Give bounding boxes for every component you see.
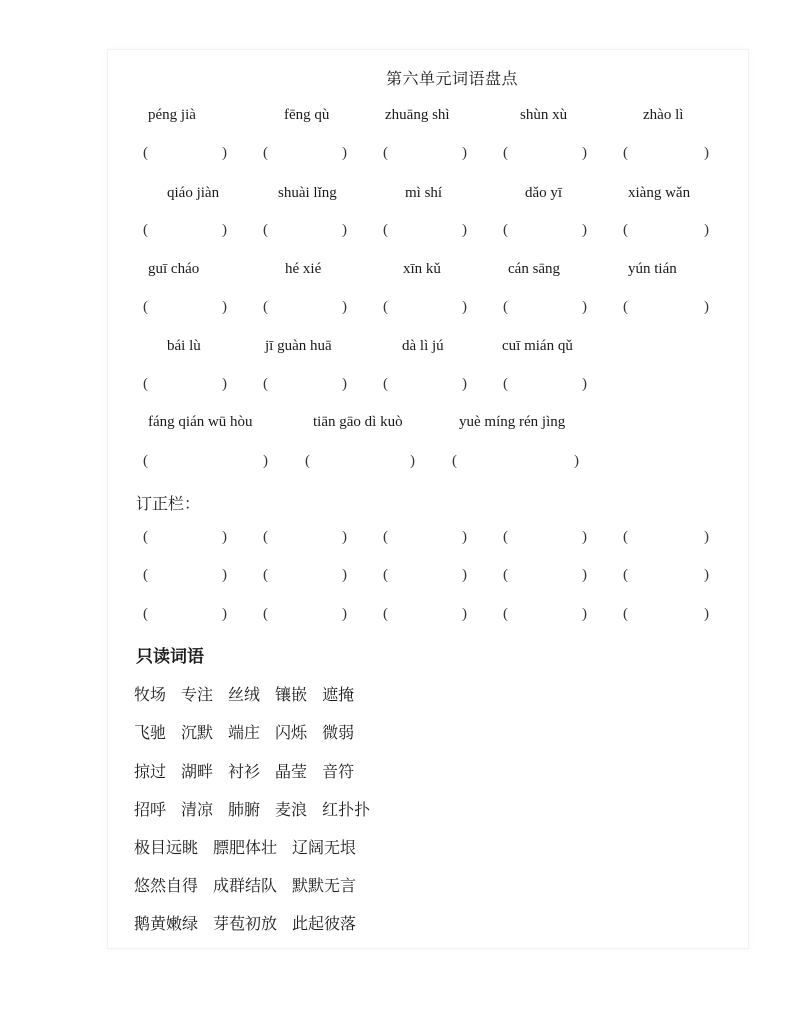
pinyin-item: qiáo jiàn: [167, 185, 220, 201]
answer-blank-open: (: [263, 299, 268, 315]
pinyin-item: cuī mián qǔ: [502, 338, 573, 354]
word-item: 掠过: [134, 762, 167, 781]
pinyin-item: xīn kǔ: [403, 261, 441, 277]
answer-blank-open: (: [263, 376, 268, 392]
answer-blank-open: (: [503, 376, 508, 392]
answer-blank-open: (: [383, 567, 388, 583]
answer-blank-open: (: [143, 606, 148, 622]
answer-blank-open: (: [383, 529, 388, 545]
answer-blank-close: ): [462, 299, 467, 315]
word-item: 芽苞初放: [213, 914, 278, 933]
answer-blank-close: ): [582, 529, 587, 545]
answer-blank-close: ): [462, 529, 467, 545]
pinyin-item: yún tián: [628, 261, 677, 277]
answer-blank-close: ): [582, 606, 587, 622]
answer-blank-close: ): [222, 606, 227, 622]
word-item: 沉默: [181, 723, 214, 742]
answer-blank-close: ): [582, 376, 587, 392]
word-item: 膘肥体壮: [213, 838, 278, 857]
answer-blank-close: ): [582, 567, 587, 583]
answer-blank-open: (: [503, 606, 508, 622]
answer-blank-close: ): [342, 606, 347, 622]
answer-blank-close: ): [342, 376, 347, 392]
correction-label: 订正栏：: [136, 494, 201, 513]
answer-blank-close: ): [222, 567, 227, 583]
pinyin-item: dà lì jú: [402, 338, 444, 354]
pinyin-item: cán sāng: [508, 261, 561, 277]
word-item: 清凉: [181, 800, 214, 819]
word-item: 肺腑: [228, 800, 261, 819]
answer-blank-open: (: [383, 299, 388, 315]
answer-blank-open: (: [623, 222, 628, 238]
word-item: 湖畔: [181, 762, 214, 781]
answer-blank-open: (: [503, 145, 508, 161]
answer-blank-open: (: [143, 567, 148, 583]
word-item: 鹅黄嫩绿: [134, 914, 199, 933]
word-list-row: [134, 873, 371, 896]
answer-blank-close: ): [342, 299, 347, 315]
answer-blank-close: ): [582, 222, 587, 238]
answer-blank-close: ): [582, 299, 587, 315]
pinyin-item: jī guàn huā: [265, 338, 332, 354]
answer-blank-close: ): [704, 606, 709, 622]
answer-blank-open: (: [383, 606, 388, 622]
word-item: 专注: [181, 685, 214, 704]
word-item: 极目远眺: [134, 838, 199, 857]
answer-blank-open: (: [143, 299, 148, 315]
answer-blank-open: (: [263, 222, 268, 238]
answer-blank-close: ): [574, 453, 579, 469]
pinyin-item: xiàng wǎn: [628, 185, 691, 201]
word-item: 衬衫: [228, 762, 261, 781]
answer-blank-open: (: [503, 529, 508, 545]
word-list-row: [134, 720, 369, 743]
pinyin-item: zhuāng shì: [385, 107, 450, 123]
word-list-row: [134, 797, 385, 820]
answer-blank-close: ): [462, 376, 467, 392]
answer-blank-open: (: [383, 145, 388, 161]
answer-blank-open: (: [305, 453, 310, 469]
answer-blank-close: ): [342, 222, 347, 238]
answer-blank-open: (: [263, 145, 268, 161]
pinyin-item: dǎo yī: [525, 185, 563, 201]
answer-blank-open: (: [623, 299, 628, 315]
answer-blank-close: ): [704, 567, 709, 583]
answer-blank-close: ): [342, 145, 347, 161]
word-item: 辽阔无垠: [292, 838, 357, 857]
read-only-heading: 只读词语: [136, 647, 204, 667]
word-item: 镶嵌: [275, 685, 308, 704]
pinyin-item: guī cháo: [148, 261, 200, 277]
answer-blank-open: (: [143, 529, 148, 545]
word-item: 成群结队: [213, 876, 278, 895]
word-item: 遮掩: [322, 685, 355, 704]
pinyin-item: péng jià: [148, 107, 196, 123]
word-item: 麦浪: [275, 800, 308, 819]
answer-blank-open: (: [263, 567, 268, 583]
pinyin-item: mì shí: [405, 185, 443, 201]
answer-blank-close: ): [410, 453, 415, 469]
answer-blank-open: (: [143, 145, 148, 161]
pinyin-item: zhào lì: [643, 107, 684, 123]
pinyin-item: shuài lǐng: [278, 185, 337, 201]
word-item: 丝绒: [228, 685, 261, 704]
answer-blank-open: (: [263, 606, 268, 622]
page-title: 第六单元词语盘点: [386, 69, 519, 88]
word-item: 牧场: [134, 685, 167, 704]
pinyin-item: shùn xù: [520, 107, 568, 123]
answer-blank-close: ): [462, 606, 467, 622]
word-list-row: [134, 911, 371, 934]
answer-blank-close: ): [222, 299, 227, 315]
answer-blank-close: ): [222, 145, 227, 161]
word-item: 晶莹: [275, 762, 308, 781]
answer-blank-close: ): [462, 145, 467, 161]
answer-blank-open: (: [623, 529, 628, 545]
word-item: 闪烁: [275, 723, 308, 742]
word-list-row: [134, 682, 369, 705]
answer-blank-open: (: [623, 145, 628, 161]
pinyin-item: hé xié: [285, 261, 322, 277]
word-item: 默默无言: [292, 876, 357, 895]
answer-blank-open: (: [263, 529, 268, 545]
answer-blank-close: ): [582, 145, 587, 161]
answer-blank-close: ): [342, 529, 347, 545]
pinyin-item: fáng qián wū hòu: [148, 414, 253, 430]
answer-blank-close: ): [222, 222, 227, 238]
pinyin-item: yuè míng rén jìng: [459, 414, 566, 430]
answer-blank-close: ): [462, 222, 467, 238]
word-item: 红扑扑: [322, 800, 371, 819]
answer-blank-close: ): [263, 453, 268, 469]
word-item: 端庄: [228, 723, 261, 742]
answer-blank-open: (: [623, 606, 628, 622]
answer-blank-open: (: [143, 222, 148, 238]
word-item: 微弱: [322, 723, 355, 742]
word-item: 悠然自得: [134, 876, 199, 895]
answer-blank-close: ): [704, 299, 709, 315]
pinyin-item: tiān gāo dì kuò: [313, 414, 403, 430]
answer-blank-close: ): [704, 222, 709, 238]
answer-blank-open: (: [452, 453, 457, 469]
answer-blank-close: ): [222, 529, 227, 545]
answer-blank-close: ): [222, 376, 227, 392]
word-item: 音符: [322, 762, 355, 781]
answer-blank-close: ): [704, 145, 709, 161]
word-list-row: [134, 759, 369, 782]
answer-blank-close: ): [462, 567, 467, 583]
answer-blank-close: ): [342, 567, 347, 583]
word-item: 招呼: [134, 800, 167, 819]
answer-blank-open: (: [383, 222, 388, 238]
answer-blank-open: (: [143, 376, 148, 392]
answer-blank-open: (: [623, 567, 628, 583]
answer-blank-close: ): [704, 529, 709, 545]
pinyin-item: bái lù: [167, 338, 201, 354]
word-item: 此起彼落: [292, 914, 357, 933]
answer-blank-open: (: [143, 453, 148, 469]
word-list-row: [134, 835, 371, 858]
answer-blank-open: (: [503, 222, 508, 238]
pinyin-item: fēng qù: [284, 107, 330, 123]
answer-blank-open: (: [503, 567, 508, 583]
word-item: 飞驰: [134, 723, 167, 742]
answer-blank-open: (: [503, 299, 508, 315]
answer-blank-open: (: [383, 376, 388, 392]
